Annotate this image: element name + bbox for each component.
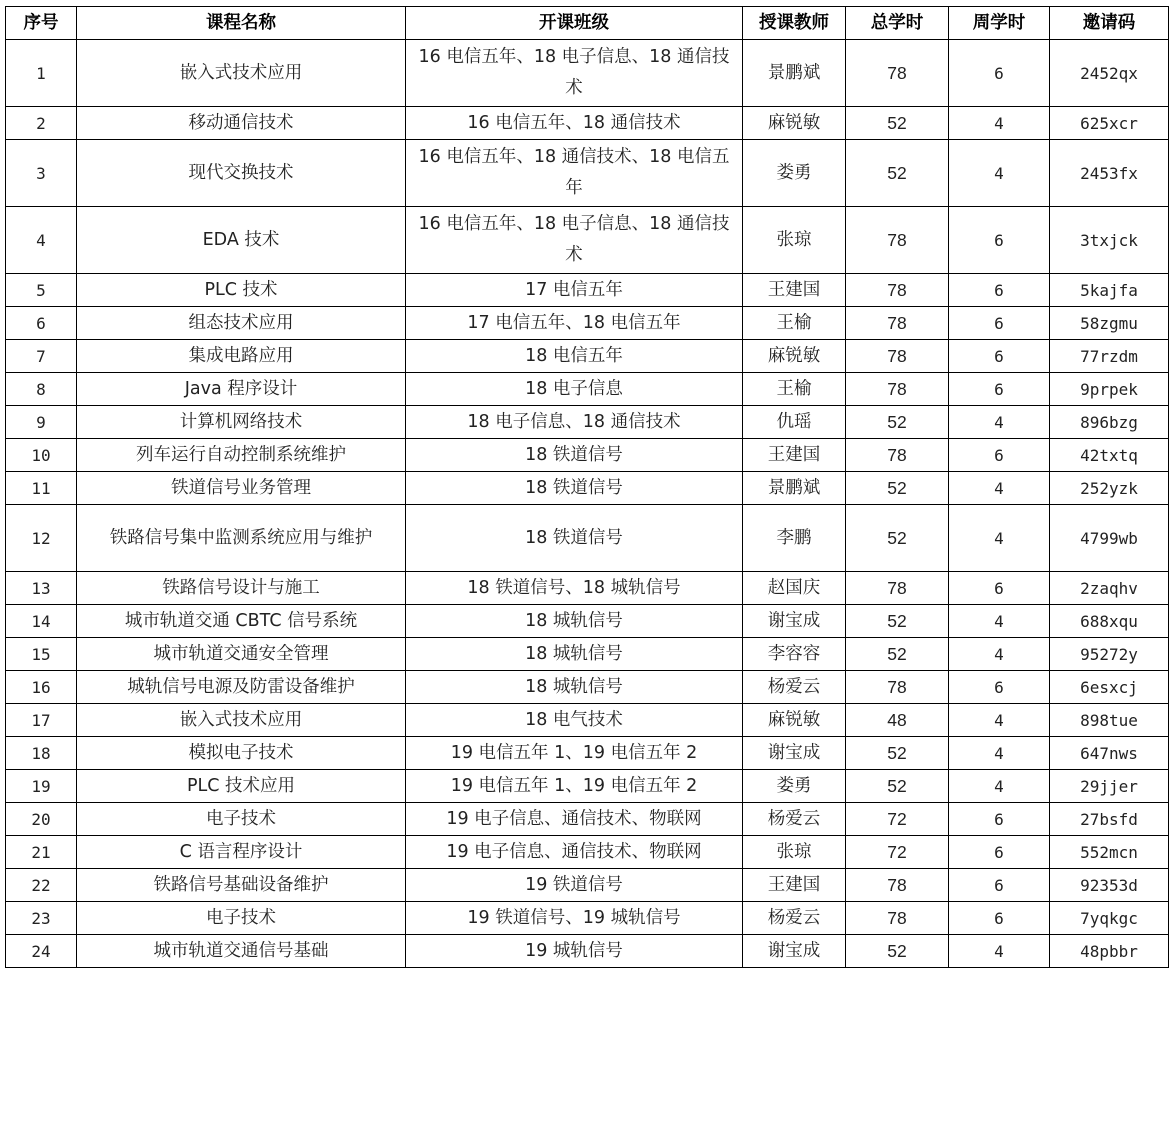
cell-invite-code: 4799wb [1050,505,1169,572]
cell-course: 城市轨道交通信号基础 [77,935,406,968]
cell-index: 14 [6,605,77,638]
table-row [6,307,1169,340]
cell-classes: 19 铁道信号 [406,869,743,902]
cell-teacher: 娄勇 [743,140,846,207]
cell-index: 4 [6,207,77,274]
cell-invite-code: 625xcr [1050,107,1169,140]
cell-weekly-hours: 4 [949,770,1050,803]
cell-classes: 17 电信五年 [406,274,743,307]
cell-total-hours: 78 [846,274,949,307]
table-body [6,40,1169,968]
cell-course: 集成电路应用 [77,340,406,373]
header-teacher: 授课教师 [743,7,846,40]
table-row [6,274,1169,307]
cell-index: 8 [6,373,77,406]
cell-weekly-hours: 6 [949,671,1050,704]
cell-classes: 19 电信五年 1、19 电信五年 2 [406,770,743,803]
cell-weekly-hours: 6 [949,274,1050,307]
cell-total-hours: 78 [846,207,949,274]
cell-invite-code: 3txjck [1050,207,1169,274]
cell-total-hours: 78 [846,307,949,340]
cell-teacher: 李容容 [743,638,846,671]
cell-invite-code: 2452qx [1050,40,1169,107]
cell-total-hours: 52 [846,406,949,439]
cell-total-hours: 52 [846,140,949,207]
table-row [6,107,1169,140]
cell-weekly-hours: 6 [949,836,1050,869]
cell-classes: 16 电信五年、18 电子信息、18 通信技术 [406,207,743,274]
cell-classes: 18 铁道信号、18 城轨信号 [406,572,743,605]
cell-classes: 19 电信五年 1、19 电信五年 2 [406,737,743,770]
cell-teacher: 王建国 [743,274,846,307]
cell-course: 现代交换技术 [77,140,406,207]
cell-index: 3 [6,140,77,207]
cell-classes: 19 电子信息、通信技术、物联网 [406,803,743,836]
cell-total-hours: 52 [846,505,949,572]
cell-index: 15 [6,638,77,671]
cell-course: Java 程序设计 [77,373,406,406]
cell-classes: 19 铁道信号、19 城轨信号 [406,902,743,935]
cell-weekly-hours: 4 [949,107,1050,140]
table-row [6,638,1169,671]
cell-teacher: 麻锐敏 [743,704,846,737]
cell-course: 嵌入式技术应用 [77,40,406,107]
table-row [6,207,1169,274]
cell-invite-code: 5kajfa [1050,274,1169,307]
cell-classes: 18 电子信息、18 通信技术 [406,406,743,439]
cell-index: 10 [6,439,77,472]
cell-invite-code: 77rzdm [1050,340,1169,373]
cell-total-hours: 78 [846,340,949,373]
cell-course: C 语言程序设计 [77,836,406,869]
cell-teacher: 谢宝成 [743,935,846,968]
cell-weekly-hours: 4 [949,472,1050,505]
table-row [6,902,1169,935]
cell-total-hours: 48 [846,704,949,737]
cell-course: PLC 技术应用 [77,770,406,803]
cell-teacher: 仇瑶 [743,406,846,439]
cell-index: 21 [6,836,77,869]
cell-invite-code: 7yqkgc [1050,902,1169,935]
cell-weekly-hours: 4 [949,704,1050,737]
cell-total-hours: 52 [846,472,949,505]
cell-course: 模拟电子技术 [77,737,406,770]
cell-classes: 16 电信五年、18 电子信息、18 通信技术 [406,40,743,107]
table-row [6,340,1169,373]
cell-teacher: 谢宝成 [743,737,846,770]
table-row [6,704,1169,737]
cell-classes: 18 电气技术 [406,704,743,737]
cell-total-hours: 72 [846,836,949,869]
cell-classes: 16 电信五年、18 通信技术 [406,107,743,140]
table-row [6,803,1169,836]
cell-course: 计算机网络技术 [77,406,406,439]
cell-teacher: 赵国庆 [743,572,846,605]
cell-index: 9 [6,406,77,439]
cell-index: 12 [6,505,77,572]
cell-course: 铁路信号设计与施工 [77,572,406,605]
cell-invite-code: 2453fx [1050,140,1169,207]
table-row [6,737,1169,770]
cell-teacher: 杨爱云 [743,803,846,836]
table-row [6,505,1169,572]
cell-weekly-hours: 4 [949,737,1050,770]
cell-course: 电子技术 [77,803,406,836]
cell-weekly-hours: 4 [949,140,1050,207]
cell-course: 移动通信技术 [77,107,406,140]
cell-total-hours: 52 [846,935,949,968]
cell-teacher: 李鹏 [743,505,846,572]
cell-teacher: 张琼 [743,207,846,274]
cell-course: 城市轨道交通安全管理 [77,638,406,671]
cell-index: 1 [6,40,77,107]
cell-invite-code: 42txtq [1050,439,1169,472]
cell-total-hours: 52 [846,605,949,638]
cell-invite-code: 95272y [1050,638,1169,671]
cell-course: 城轨信号电源及防雷设备维护 [77,671,406,704]
cell-invite-code: 896bzg [1050,406,1169,439]
cell-teacher: 谢宝成 [743,605,846,638]
cell-classes: 17 电信五年、18 电信五年 [406,307,743,340]
cell-weekly-hours: 6 [949,373,1050,406]
cell-teacher: 王榆 [743,307,846,340]
cell-classes: 18 城轨信号 [406,671,743,704]
table-row [6,373,1169,406]
cell-index: 22 [6,869,77,902]
cell-total-hours: 78 [846,902,949,935]
cell-teacher: 景鹏斌 [743,40,846,107]
cell-invite-code: 2zaqhv [1050,572,1169,605]
course-table [5,6,1169,968]
cell-teacher: 杨爱云 [743,902,846,935]
cell-classes: 18 城轨信号 [406,605,743,638]
cell-teacher: 杨爱云 [743,671,846,704]
cell-total-hours: 78 [846,439,949,472]
cell-course: 铁道信号业务管理 [77,472,406,505]
table-row [6,605,1169,638]
cell-weekly-hours: 6 [949,803,1050,836]
cell-classes: 18 城轨信号 [406,638,743,671]
cell-index: 5 [6,274,77,307]
cell-weekly-hours: 4 [949,605,1050,638]
table-row [6,770,1169,803]
cell-invite-code: 252yzk [1050,472,1169,505]
cell-weekly-hours: 6 [949,572,1050,605]
cell-weekly-hours: 4 [949,406,1050,439]
cell-invite-code: 647nws [1050,737,1169,770]
cell-course: 嵌入式技术应用 [77,704,406,737]
cell-invite-code: 9prpek [1050,373,1169,406]
cell-index: 20 [6,803,77,836]
table-row [6,869,1169,902]
cell-classes: 19 城轨信号 [406,935,743,968]
cell-total-hours: 52 [846,770,949,803]
cell-total-hours: 78 [846,671,949,704]
cell-weekly-hours: 6 [949,869,1050,902]
cell-invite-code: 6esxcj [1050,671,1169,704]
cell-classes: 18 铁道信号 [406,505,743,572]
cell-course: 电子技术 [77,902,406,935]
cell-invite-code: 58zgmu [1050,307,1169,340]
cell-weekly-hours: 4 [949,935,1050,968]
cell-teacher: 娄勇 [743,770,846,803]
cell-total-hours: 78 [846,572,949,605]
cell-weekly-hours: 6 [949,307,1050,340]
table-row [6,472,1169,505]
cell-total-hours: 78 [846,40,949,107]
cell-index: 2 [6,107,77,140]
cell-weekly-hours: 6 [949,902,1050,935]
header-weekly-hours: 周学时 [949,7,1050,40]
header-invite-code: 邀请码 [1050,7,1169,40]
cell-invite-code: 688xqu [1050,605,1169,638]
cell-classes: 16 电信五年、18 通信技术、18 电信五年 [406,140,743,207]
cell-weekly-hours: 4 [949,638,1050,671]
header-total-hours: 总学时 [846,7,949,40]
cell-invite-code: 898tue [1050,704,1169,737]
table-row [6,40,1169,107]
cell-course: 铁路信号集中监测系统应用与维护 [77,505,406,572]
table-row [6,836,1169,869]
cell-weekly-hours: 6 [949,439,1050,472]
cell-index: 19 [6,770,77,803]
cell-classes: 18 铁道信号 [406,472,743,505]
cell-classes: 18 电子信息 [406,373,743,406]
cell-teacher: 张琼 [743,836,846,869]
header-classes: 开课班级 [406,7,743,40]
cell-index: 7 [6,340,77,373]
cell-course: 铁路信号基础设备维护 [77,869,406,902]
cell-index: 13 [6,572,77,605]
cell-course: EDA 技术 [77,207,406,274]
cell-course: 列车运行自动控制系统维护 [77,439,406,472]
cell-index: 23 [6,902,77,935]
cell-weekly-hours: 4 [949,505,1050,572]
cell-teacher: 麻锐敏 [743,107,846,140]
cell-teacher: 景鹏斌 [743,472,846,505]
table-row [6,439,1169,472]
table-row [6,140,1169,207]
cell-invite-code: 29jjer [1050,770,1169,803]
cell-teacher: 麻锐敏 [743,340,846,373]
cell-invite-code: 92353d [1050,869,1169,902]
cell-total-hours: 78 [846,373,949,406]
cell-index: 17 [6,704,77,737]
header-course: 课程名称 [77,7,406,40]
cell-index: 11 [6,472,77,505]
cell-teacher: 王榆 [743,373,846,406]
cell-index: 16 [6,671,77,704]
cell-course: PLC 技术 [77,274,406,307]
cell-total-hours: 78 [846,869,949,902]
cell-weekly-hours: 6 [949,340,1050,373]
cell-classes: 18 铁道信号 [406,439,743,472]
cell-index: 18 [6,737,77,770]
table-row [6,935,1169,968]
cell-total-hours: 52 [846,737,949,770]
cell-invite-code: 27bsfd [1050,803,1169,836]
table-row [6,406,1169,439]
table-header-row [6,7,1169,40]
cell-total-hours: 52 [846,107,949,140]
cell-course: 城市轨道交通 CBTC 信号系统 [77,605,406,638]
cell-index: 6 [6,307,77,340]
cell-total-hours: 52 [846,638,949,671]
cell-invite-code: 552mcn [1050,836,1169,869]
cell-total-hours: 72 [846,803,949,836]
cell-teacher: 王建国 [743,869,846,902]
table-row [6,671,1169,704]
cell-course: 组态技术应用 [77,307,406,340]
cell-index: 24 [6,935,77,968]
cell-classes: 19 电子信息、通信技术、物联网 [406,836,743,869]
table-row [6,572,1169,605]
cell-weekly-hours: 6 [949,207,1050,274]
cell-weekly-hours: 6 [949,40,1050,107]
cell-teacher: 王建国 [743,439,846,472]
cell-invite-code: 48pbbr [1050,935,1169,968]
cell-classes: 18 电信五年 [406,340,743,373]
header-index: 序号 [6,7,77,40]
